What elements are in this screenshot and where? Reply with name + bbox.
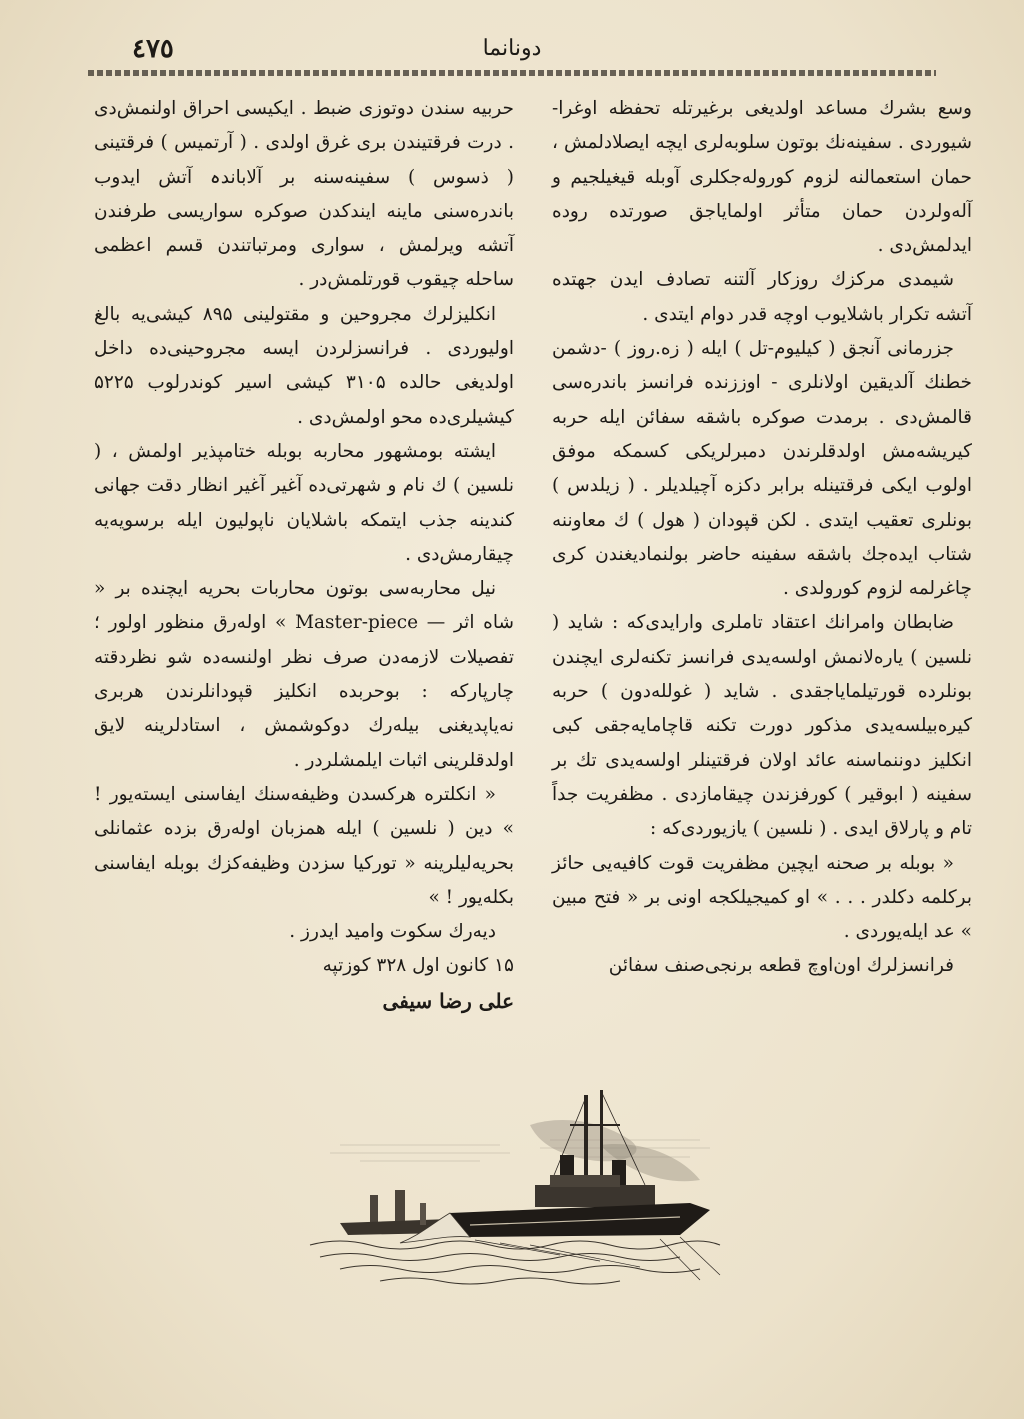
paragraph: نیل محاربه‌سی بوتون محاربات بحریه ایچنده بر « شاه اثر — Master-piece » اولەرق منظور اولور ؛ تفصیلات لازمه‌دن صرف نظر اولنسه‌ده شو نظردقته چارپاركه : بوحربده انكلیز قپودانلرندن هربری نه‌یاپدیغنی بیله‌رك دوكوشمش ، استادلرینه لایق اولدقلرینی اثبات ایلمشلردر . <box>94 578 515 771</box>
date-line: ۱۵ كانون اول ۳۲۸ كوزتپه <box>322 955 514 977</box>
left-column <box>94 92 514 1018</box>
paragraph: وسع بشرك مساعد اولدیغی برغیرتله تحفظه اوغرا- شیوردی . سفینه‌نك بوتون سلوبه‌لری ایچه ایصلادلمش ، حمان استعمالنه لزوم كوروله‌جكلری آوبله قیغیلجیم و آله‌ولردن حمان متأثر اولمایاجق صورتده روده ایدلمش‌دی . <box>552 98 972 257</box>
paragraph: دیەرك سكوت وامید ایدرز . <box>289 921 496 943</box>
page-header <box>70 34 954 74</box>
paragraph: شیمدی مركزك روزكار آلتنه تصادف ایدن جهتده آتشه تكرار باشلایوب اوچه قدر دوام ایتدی . <box>552 269 972 325</box>
paragraph: حربیه سندن دوتوزی ضبط . ایكیسی احراق اولنمش‌دی . درت فرقتیندن بری غرق اولدی . ( آرتمیس ) فرقتینی ( ذسوس ) سفینه‌سنه بر آلاباندہ آتش ایدوب باندره‌سنی ماینه ایندكدن صوكره سواریسی طرفندن آتشه ویرلمش ، سواری ومرتباتندن قسم اعظمی ساحله چیقوب قورتلمش‌در . <box>94 98 514 291</box>
paragraph: جزرمانی آنجق ( كیلیوم-تل ) ایله ( زه.روز ) -دشمن خطنك آلدیقین اولانلری - اوززنده فرانسز باندره‌سی قالمش‌دی . برمدت صوكره باشقه سفائن ایله حربه كیریشه‌مش اولدقلرندن دمبرلریكی كسمكه موفق اولوب ایكی فرقتینله برابر دكزه آچیلدیلر . ( زیلدس ) بونلری تعقیب ایتدی . لكن قپودان ( هول ) ك معاوننه شتاب ایده‌جك باشقه سفینه حاضر بولنمادیغندن كری چاغرلمه لزوم كورولدی . <box>552 338 972 600</box>
paragraph: فرانسزلرك اون‌اوچ قطعه برنجی‌صنف سفائن <box>608 955 954 977</box>
author-signature: علی رضا سیفی <box>382 988 514 1013</box>
decorative-header-rule <box>88 70 936 76</box>
running-title: دونانما <box>482 36 542 61</box>
paragraph: انكلیزلرك مجروحین و مقتولینی ۸۹۵ كیشی‌یه بالغ اولیوردی . فرانسزلردن ایسه مجروحینی‌ده داخل اولدیغی حالده ۳۱۰۵ كیشی اسیر كوندرلوب ۵۲۲۵ كیشیلری‌ده محو اولمش‌دی . <box>94 303 514 428</box>
paragraph: ضابطان وامرانك اعتقاد تاملری وارایدی‌كه : شاید ( نلسین ) یاره‌لانمش اولسه‌یدی فرانسز تكنه‌لری ایچندن بونلرده قورتیلمایاجقدی . شاید ( غولله‌دون ) حربه كیره‌بیلسه‌یدی مذكور دورت تكنه قاچامایه‌جقی كبی انكلیز دوننماسنه عائد اولان فرقتینلر اولسه‌یدی تك بر سفینه ( ابوقیر ) كورفزندن چیقامازدی . مظفریت جداً تام و پارلاق ایدی . ( نلسین ) یازیوردی‌كه : <box>552 612 972 840</box>
page-number: ٤٧٥ <box>132 34 174 64</box>
right-column <box>552 92 972 984</box>
paragraph: ایشته بومشهور محاربه بوبله ختامپذیر اولمش ، ( نلسین ) ك نام و شهرتی‌ده آغیر آغیر انظار دقت جهانی كندینه جذب ایتمكه باشلایان ناپولیون ایله برسویه‌یه چیقارمش‌دی . <box>94 440 514 565</box>
paragraph: « بوبله بر صحنه ایچین مظفریت قوت كافیه‌یی حائز بركلمه دكلدر . . . » او كمیجیلكجه اونی بر « فتح مبین » عد ایله‌یوردی . <box>552 852 972 943</box>
paragraph: « انكلتره هركسدن وظیفه‌سنك ایفاسنی ایستەیور ! » دین ( نلسین ) ایله همزبان اوله‌رق بزده عثمانلی بحریه‌لیلرینه « توركیا سزدن وظیفه‌كزك بوبله ایفاسنی بكلەیور ! » <box>94 783 514 908</box>
warship-engraving-icon <box>300 1085 730 1295</box>
